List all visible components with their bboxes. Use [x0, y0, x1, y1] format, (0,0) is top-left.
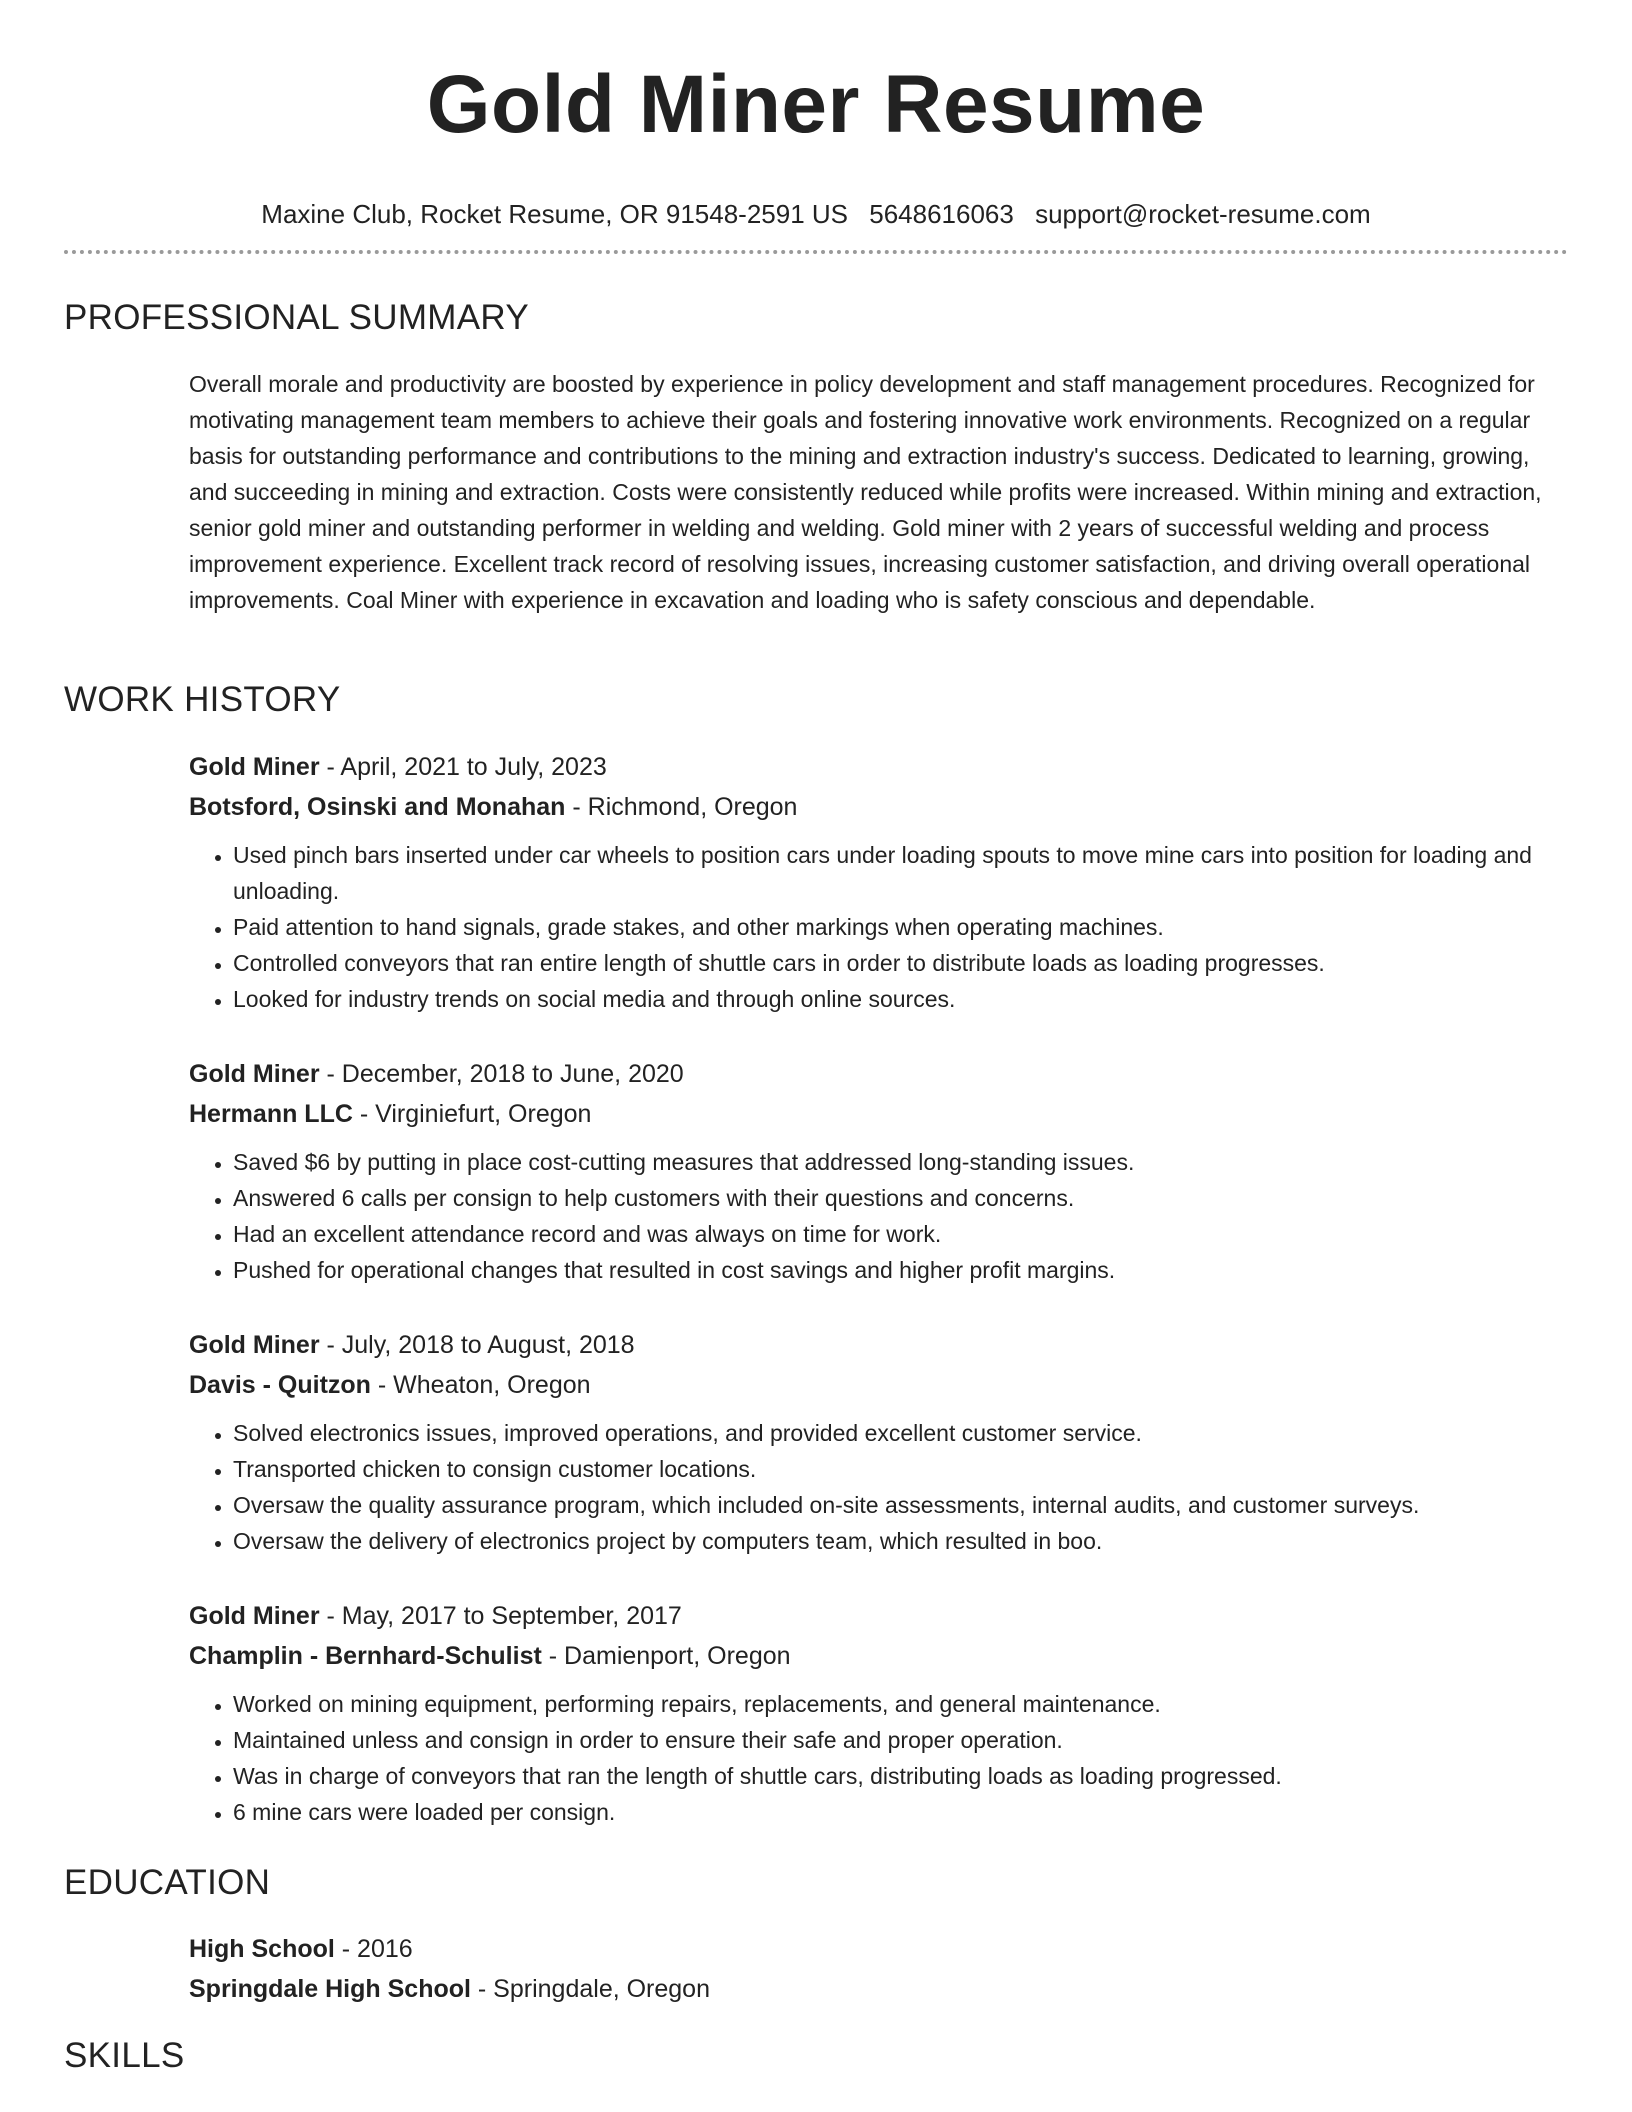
resume-header [0, 0, 1632, 233]
resume-title: Gold Miner Resume [426, 59, 1206, 150]
job-bullet: • Saved $6 by putting in place cost-cutting measures that addressed long-standing issues. [233, 1144, 1549, 1180]
job-title: Gold Miner [189, 1060, 320, 1088]
summary-text: Overall morale and productivity are boosted by experience in policy development and staff management procedures. Recognized for motivating management team members to achieve their goals and fostering innovative work environments. Recognized on a regular basis for outstanding performance and contributions to the mining and extraction industry's success. Dedicated to learning, growing, and succeeding in mining and extraction. Costs were consistently reduced while profits were increased. Within mining and extraction, senior gold miner and outstanding performer in welding and welding. Gold miner with 2 years of successful welding and process improvement experience. Excellent track record of resolving issues, increasing customer satisfaction, and driving overall operational improvements. Coal Miner with experience in excavation and loading who is safety conscious and dependable. [189, 371, 1542, 613]
job-entry [189, 1325, 1549, 1559]
job-company: Hermann LLC [189, 1100, 353, 1128]
job-bullet: • Was in charge of conveyors that ran the length of shuttle cars, distributing loads as loading progressed. [233, 1758, 1549, 1794]
job-bullets [189, 1686, 1549, 1830]
job-title-line [189, 1325, 1549, 1365]
job-company: Botsford, Osinski and Monahan [189, 793, 566, 821]
job-bullet: • Solved electronics issues, improved operations, and provided excellent customer service. [233, 1415, 1549, 1451]
job-bullet: • Used pinch bars inserted under car wheels to position cars under loading spouts to move mine cars into position for loading and unloading. [233, 837, 1549, 909]
job-bullet: • Pushed for operational changes that resulted in cost savings and higher profit margins. [233, 1252, 1549, 1288]
job-title-line [189, 1054, 1549, 1094]
contact-email: support@rocket-resume.com [1035, 199, 1371, 229]
job-bullet: • Had an excellent attendance record and was always on time for work. [233, 1216, 1549, 1252]
job-entry [189, 1596, 1549, 1830]
contact-phone: 5648616063 [869, 199, 1014, 229]
education-school-line [189, 1969, 1549, 2009]
job-bullet: • Transported chicken to consign customer locations. [233, 1451, 1549, 1487]
job-dates: - May, 2017 to September, 2017 [319, 1602, 682, 1630]
job-bullets [189, 1144, 1549, 1288]
job-location: - Damienport, Oregon [541, 1642, 791, 1670]
job-company-line [189, 1365, 1549, 1405]
job-bullet: • Worked on mining equipment, performing repairs, replacements, and general maintenance. [233, 1686, 1549, 1722]
job-bullet: • Oversaw the quality assurance program, which included on-site assessments, internal audits, and customer surveys. [233, 1487, 1549, 1523]
header-divider [64, 250, 1568, 254]
job-bullet: • Oversaw the delivery of electronics project by computers team, which resulted in boo. [233, 1523, 1549, 1559]
job-dates: - July, 2018 to August, 2018 [319, 1331, 635, 1359]
education-location: - Springdale, Oregon [470, 1975, 710, 2003]
job-company-line [189, 1636, 1549, 1676]
education-degree: High School [189, 1935, 335, 1963]
job-location: - Virginiefurt, Oregon [352, 1100, 592, 1128]
section-title-work-history: WORK HISTORY [64, 680, 341, 719]
job-dates: - April, 2021 to July, 2023 [319, 753, 607, 781]
education-school: Springdale High School [189, 1975, 471, 2003]
job-bullet: • Paid attention to hand signals, grade stakes, and other markings when operating machines. [233, 909, 1549, 945]
job-company-line [189, 1094, 1549, 1134]
section-title-skills: SKILLS [64, 2036, 185, 2075]
education-year: - 2016 [334, 1935, 413, 1963]
job-bullet: • Controlled conveyors that ran entire length of shuttle cars in order to distribute loads as loading progresses. [233, 945, 1549, 981]
job-title: Gold Miner [189, 1602, 320, 1630]
job-location: - Wheaton, Oregon [370, 1371, 591, 1399]
job-entry [189, 1054, 1549, 1288]
job-title: Gold Miner [189, 753, 320, 781]
education-entry [189, 1929, 1549, 2009]
job-title-line [189, 747, 1549, 787]
job-title: Gold Miner [189, 1331, 320, 1359]
job-bullet: • Answered 6 calls per consign to help customers with their questions and concerns. [233, 1180, 1549, 1216]
contact-line [0, 195, 1632, 233]
job-bullets [189, 837, 1549, 1017]
job-bullets [189, 1415, 1549, 1559]
job-bullet: • 6 mine cars were loaded per consign. [233, 1794, 1549, 1830]
job-company: Davis - Quitzon [189, 1371, 371, 1399]
section-title-summary: PROFESSIONAL SUMMARY [64, 298, 529, 337]
education-degree-line [189, 1929, 1549, 1969]
job-title-line [189, 1596, 1549, 1636]
job-company-line [189, 787, 1549, 827]
job-bullet: • Looked for industry trends on social media and through online sources. [233, 981, 1549, 1017]
job-bullet: • Maintained unless and consign in order to ensure their safe and proper operation. [233, 1722, 1549, 1758]
job-dates: - December, 2018 to June, 2020 [319, 1060, 684, 1088]
job-company: Champlin - Bernhard-Schulist [189, 1642, 542, 1670]
job-entry [189, 747, 1549, 1017]
section-title-education: EDUCATION [64, 1863, 271, 1902]
contact-address: Maxine Club, Rocket Resume, OR 91548-2591 US [261, 199, 849, 229]
job-location: - Richmond, Oregon [565, 793, 798, 821]
